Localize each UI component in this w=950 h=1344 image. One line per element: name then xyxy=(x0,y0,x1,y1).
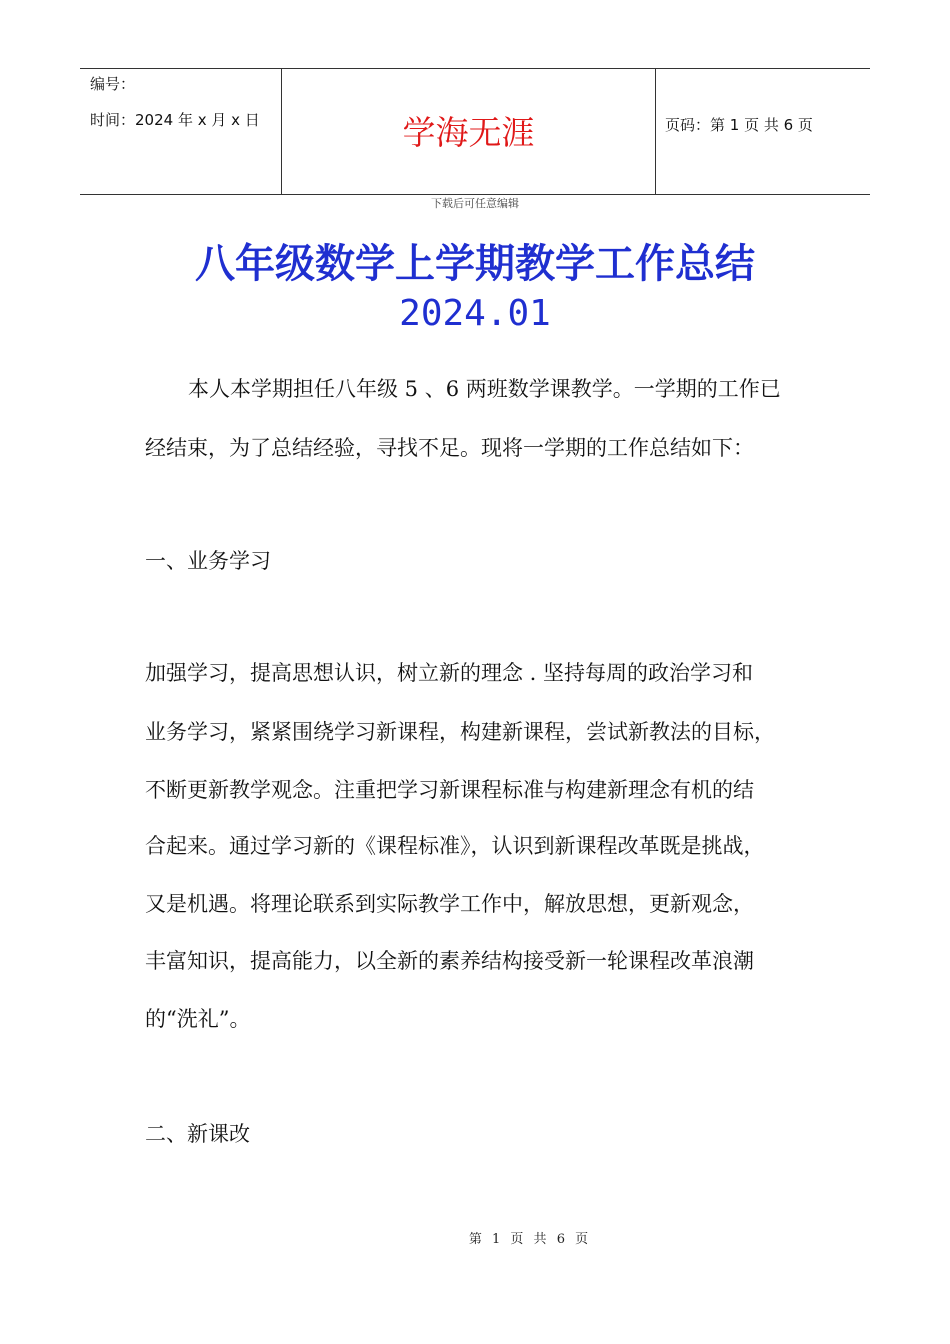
page-footer: 第 1 页 共 6 页 xyxy=(468,1232,592,1247)
body-line: 业务学习，紧紧围绕学习新课程，构建新课程，尝试新教法的目标， xyxy=(145,720,775,744)
download-note: 下载后可任意编辑 xyxy=(431,197,519,210)
body-line: 经结束，为了总结经验，寻找不足。现将一学期的工作总结如下： xyxy=(145,436,754,460)
header-brand-cell xyxy=(281,69,656,194)
header-left-cell xyxy=(80,69,280,194)
body-line: 本人本学期担任八年级 5 、6 两班数学课教学。一学期的工作已 xyxy=(188,377,781,401)
section-heading: 一、业务学习 xyxy=(145,549,271,573)
body-line: 丰富知识，提高能力，以全新的素养结构接受新一轮课程改革浪潮 xyxy=(145,949,754,973)
code-label: 编号： xyxy=(90,75,136,93)
body-line: 的“洗礼”。 xyxy=(145,1007,251,1031)
document-title: 八年级数学上学期教学工作总结 xyxy=(195,241,755,287)
section-heading: 二、新课改 xyxy=(145,1122,250,1146)
document-date: 2024.01 xyxy=(399,293,551,334)
body-line: 合起来。通过学习新的《课程标准》，认识到新课程改革既是挑战， xyxy=(145,834,765,858)
header-table xyxy=(80,68,870,195)
header-right-cell xyxy=(655,69,870,194)
page-label: 页码：第 1 页 共 6 页 xyxy=(665,116,813,134)
body-line: 不断更新教学观念。注重把学习新课程标准与构建新理念有机的结 xyxy=(145,778,754,802)
body-line: 加强学习，提高思想认识，树立新的理念 . 坚持每周的政治学习和 xyxy=(145,661,754,685)
brand-title: 学海无涯 xyxy=(402,113,535,152)
time-label: 时间：2024 年 x 月 x 日 xyxy=(90,111,260,129)
body-line: 又是机遇。将理论联系到实际教学工作中，解放思想，更新观念， xyxy=(145,892,754,916)
